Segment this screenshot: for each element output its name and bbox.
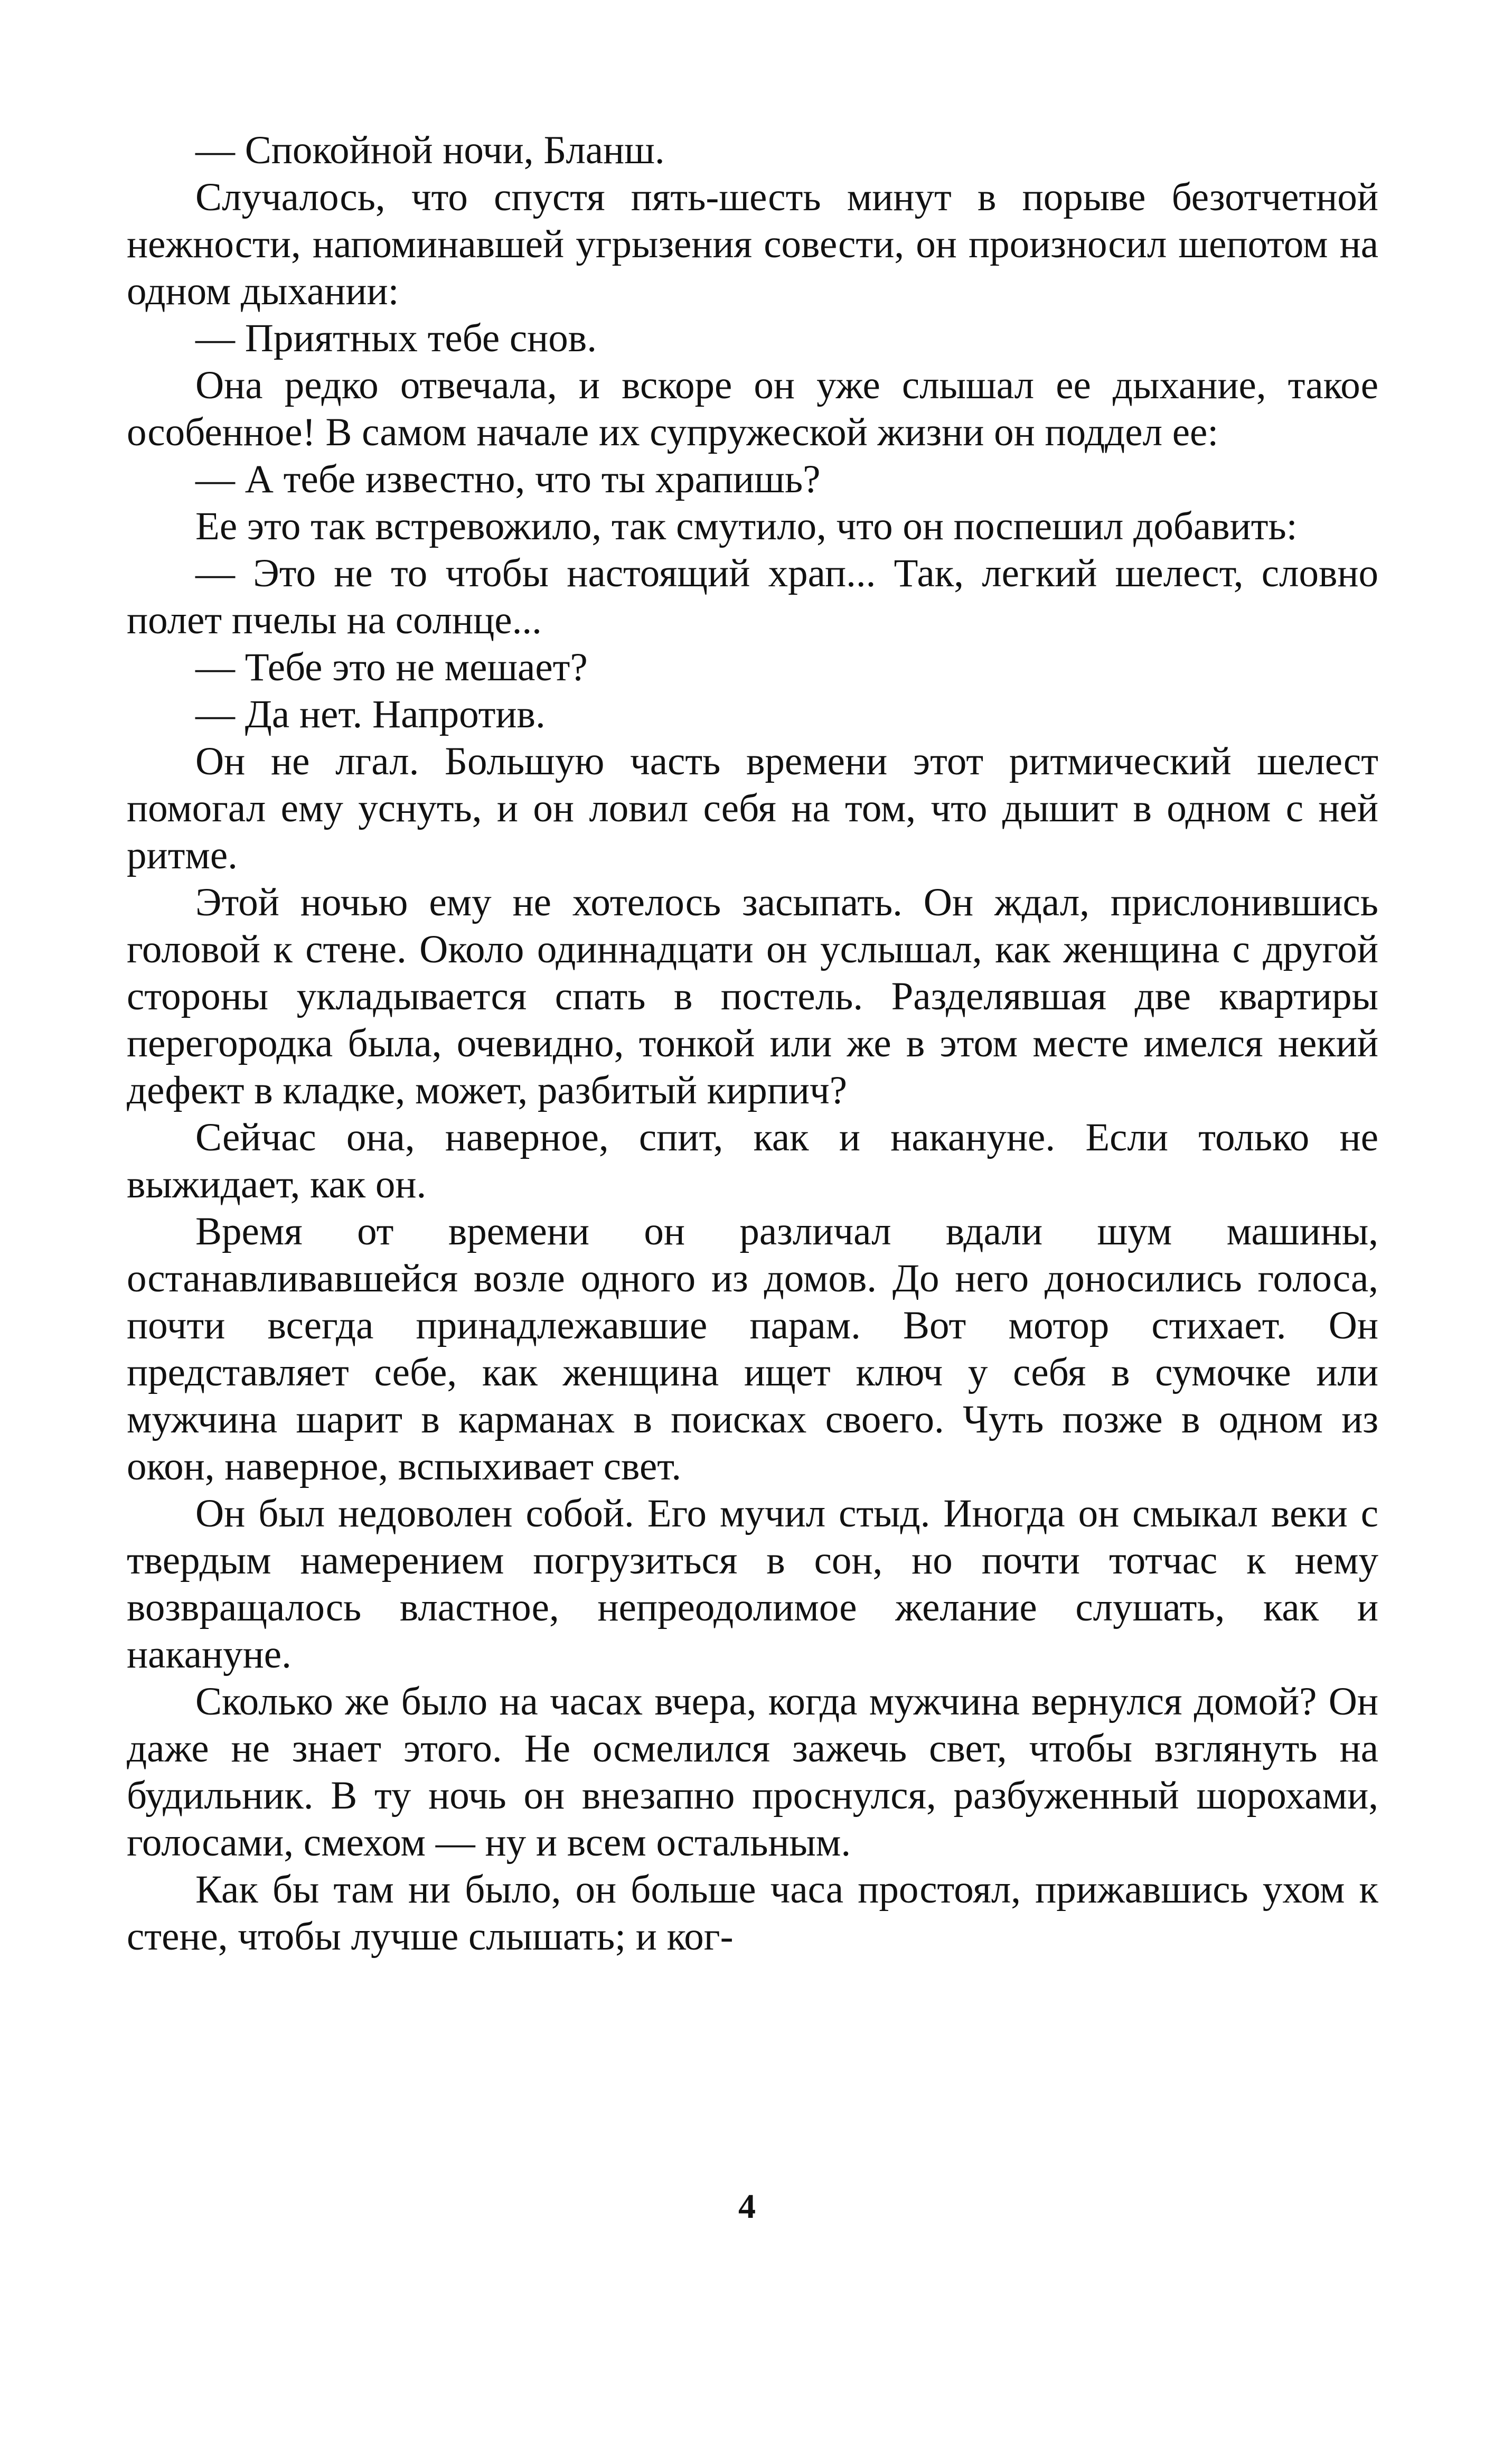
paragraph: Сейчас она, наверное, спит, как и накануне. Если только не выжидает, как он. [127,1116,1378,1206]
page-text [127,127,1378,1960]
page-number: 4 [738,2187,756,2226]
paragraph: Время от времени он различал вдали шум машины, останавливавшейся возле одного из домов. До него доносились голоса, почти всегда принадлежавшие парам. Вот мотор стихает. Он представляет себе, как женщина ищет ключ у себя в сумочке или мужчина шарит в карманах в поисках своего. Чуть позже в одном из окон, наверное, вспыхивает свет. [127,1210,1378,1488]
paragraph: Она редко отвечала, и вскоре он уже слышал ее дыхание, такое особенное! В самом начале их супружеской жизни он поддел ее: [127,363,1378,454]
paragraph: Случалось, что спустя пять-шесть минут в порыве безотчетной нежности, напоминавшей угрызения совести, он произносил шепотом на одном дыхании: [127,175,1378,313]
paragraph: — Спокойной ночи, Бланш. [195,128,665,172]
paragraph: Он был недоволен собой. Его мучил стыд. Иногда он смыкал веки с твердым намерением погрузиться в сон, но почти тотчас к нему возвращалось властное, непреодолимое желание слушать, как и накануне. [127,1492,1378,1676]
paragraph: Он не лгал. Большую часть времени этот ритмический шелест помогал ему уснуть, и он ловил себя на том, что дышит в одном с ней ритме. [127,739,1378,877]
paragraph: Этой ночью ему не хотелось засыпать. Он ждал, прислонившись головой к стене. Около одиннадцати он услышал, как женщина с другой стороны укладывается спать в постель. Разделявшая две квартиры перегородка была, очевидно, тонкой или же в этом месте имелся некий дефект в кладке, может, разбитый кирпич? [127,880,1378,1112]
paragraph: — Тебе это не мешает? [195,645,588,689]
paragraph: — А тебе известно, что ты храпишь? [195,457,821,501]
paragraph: Сколько же было на часах вчера, когда мужчина вернулся домой? Он даже не знает этого. Не осмелился зажечь свет, чтобы взглянуть на будильник. В ту ночь он внезапно проснулся, разбуженный шорохами, голосами, смехом — ну и всем остальным. [127,1680,1378,1865]
paragraph: — Да нет. Напротив. [195,692,546,736]
paragraph: — Это не то чтобы настоящий храп... Так, легкий шелест, словно полет пчелы на солнце... [127,551,1378,642]
paragraph: Ее это так встревожило, так смутило, что он поспешил добавить: [195,504,1298,548]
paragraph: Как бы там ни было, он больше часа простоял, прижавшись ухом к стене, чтобы лучше слышать; и ког- [127,1868,1378,1959]
paragraph: — Приятных тебе снов. [195,316,597,360]
